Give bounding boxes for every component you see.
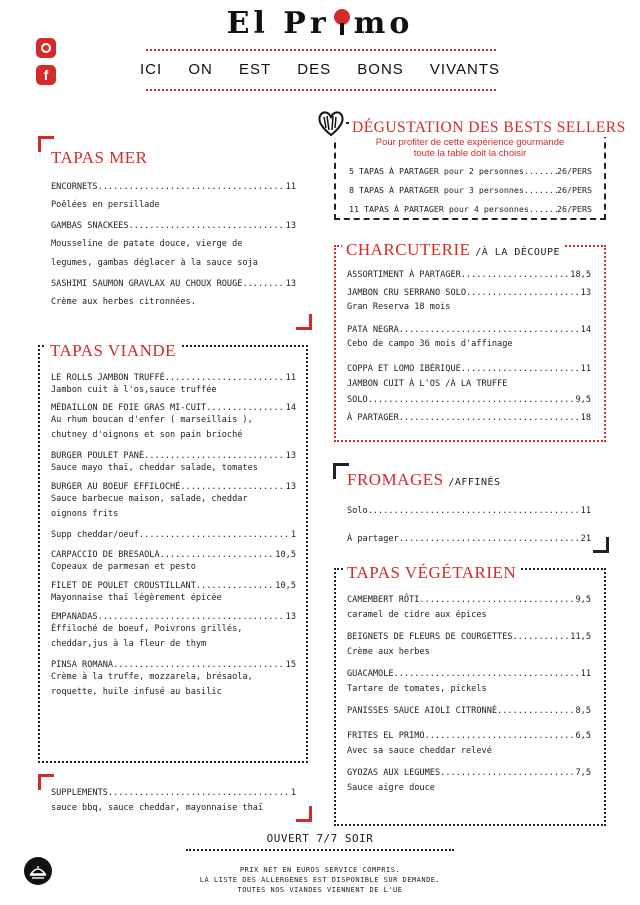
menu-item	[51, 482, 296, 492]
menu-item	[51, 182, 296, 192]
item-price: 26/PERS	[557, 166, 592, 176]
item-description: Mousseline de patate douce, vierge de	[51, 239, 243, 249]
item-price: 11,5	[570, 632, 591, 642]
tapas-vegetarien-list	[347, 595, 591, 798]
menu-item	[347, 534, 591, 544]
item-name: JAMBON CUIT À L'OS /À LA TRUFFE	[347, 379, 508, 389]
item-name: À partager	[347, 534, 399, 544]
corner-decoration	[296, 806, 312, 822]
wine-glass-icon	[331, 7, 353, 37]
item-price: 9,5	[575, 595, 591, 605]
section-title-degustation: DÉGUSTATION DES BESTS SELLERS	[349, 119, 629, 137]
title-text: FROMAGES	[347, 470, 444, 489]
fromages-list	[347, 506, 591, 544]
nav-word: EST	[238, 61, 272, 78]
menu-item	[51, 530, 296, 540]
menu-item	[347, 731, 591, 741]
item-description: sauce bbq, sauce cheddar, mayonnaise thaï	[51, 803, 264, 813]
item-description: Au rhum boucan d'enfer ( marseillais ),	[51, 415, 253, 425]
item-name: 11 TAPAS À PARTAGER pour 4 personnes	[349, 204, 529, 214]
item-description: Cebo de campo 36 mois d'affinage	[347, 339, 513, 349]
item-price: 11	[580, 364, 591, 374]
item-name: SOLO	[347, 395, 368, 405]
menu-item	[347, 288, 591, 298]
menu-item	[51, 403, 296, 413]
item-description: roquette, huile infusé au basilic	[51, 687, 222, 697]
item-price: 9,5	[575, 395, 591, 405]
header-divider-bottom	[146, 89, 496, 91]
item-name: LE ROLLS JAMBON TRUFFÉ	[51, 373, 165, 383]
item-price: 13	[285, 221, 296, 231]
nav-tagline	[140, 61, 500, 78]
menu-item	[347, 364, 591, 374]
item-name: BURGER POULET PANÉ	[51, 451, 145, 461]
item-price: 18	[580, 413, 591, 423]
item-name: JAMBON CRU SERRANO SOLO	[347, 288, 466, 298]
item-price: 13	[285, 612, 296, 622]
item-price: 11	[580, 506, 591, 516]
menu-item	[51, 660, 296, 670]
item-price: 21	[580, 534, 591, 544]
item-description: Sauce aigre douce	[347, 783, 435, 793]
item-name: ASSORTIMENT À PARTAGER	[347, 270, 461, 280]
item-name: Solo	[347, 506, 368, 516]
logo	[0, 6, 640, 41]
item-description: Éffiloché de boeuf, Poivrons grillés,	[51, 624, 243, 634]
menu-item	[51, 612, 296, 622]
item-description: cheddar,jus à la fleur de thym	[51, 639, 207, 649]
degustation-list	[349, 166, 592, 214]
menu-item	[347, 395, 591, 405]
item-name: ENCORNETS	[51, 182, 98, 192]
header-divider-top	[146, 49, 496, 51]
menu-item	[347, 706, 591, 716]
charcuterie-list	[347, 270, 591, 423]
item-price: 15	[285, 660, 296, 670]
section-title-fromages	[347, 470, 501, 490]
item-price: 11	[285, 373, 296, 383]
menu-item	[51, 373, 296, 383]
item-description: chutney d'oignons et son pain brioché	[51, 430, 243, 440]
item-name: À PARTAGER	[347, 413, 399, 423]
footer-note: LA LISTE DES ALLERGÈNES EST DISPONIBLE SUR DEMANDE.	[199, 876, 441, 884]
item-description: Gran Reserva 18 mois	[347, 302, 451, 312]
item-name: GAMBAS SNACKEES	[51, 221, 129, 231]
item-name: FILET DE POULET CROUSTILLANT	[51, 581, 196, 591]
item-name: CARPACCIO DE BRESAOLA	[51, 550, 160, 560]
item-price: 26/PERS	[557, 185, 592, 195]
item-description: legumes, gambas déglacer à la sauce soja	[51, 258, 258, 268]
tapas-viande-list	[51, 373, 296, 700]
menu-item	[347, 669, 591, 679]
menu-item	[51, 550, 296, 560]
item-price: 11	[285, 182, 296, 192]
item-description: caramel de cidre aux épices	[347, 610, 487, 620]
menu-item	[347, 632, 591, 642]
item-price: 1	[290, 530, 296, 540]
item-name: EMPANADAS	[51, 612, 98, 622]
menu-item	[51, 451, 296, 461]
footer-note: TOUTES NOS VIANDES VIENNENT DE L'UE	[237, 886, 403, 894]
title-subtitle: /AFFINÉS	[448, 477, 501, 488]
item-description: Crème à la truffe, mozzarela, brésaola,	[51, 672, 253, 682]
menu-item	[349, 185, 592, 195]
instagram-icon[interactable]	[36, 38, 56, 58]
section-title-tapas-vegetarien: TAPAS VÉGÉTARIEN	[343, 563, 520, 583]
title-text: CHARCUTERIE	[346, 240, 471, 259]
item-description: Sauce mayo thaï, cheddar salade, tomates	[51, 463, 258, 473]
item-name: SUPPLEMENTS	[51, 788, 108, 798]
facebook-icon[interactable]: f	[36, 65, 56, 85]
item-price: 13	[285, 482, 296, 492]
menu-item	[347, 595, 591, 605]
item-name: FRITES EL PRIMO	[347, 731, 425, 741]
menu-item	[347, 506, 591, 516]
logo-text-left: El Pr	[226, 6, 330, 41]
item-name: 5 TAPAS À PARTAGER pour 2 personnes	[349, 166, 524, 176]
item-price: 10,5	[275, 550, 296, 560]
item-description: Crème aux herbes	[347, 647, 430, 657]
item-name: PATA NEGRA	[347, 325, 399, 335]
supplements-block	[51, 788, 296, 816]
item-description: oignons frits	[51, 509, 119, 519]
section-title-tapas-mer: TAPAS MER	[51, 148, 148, 167]
menu-item	[347, 413, 591, 423]
item-name: GYOZAS AUX LEGUMES	[347, 768, 441, 778]
menu-item	[347, 325, 591, 335]
item-description: Mayonnaise thaï légèrement épicée	[51, 593, 222, 603]
item-name: 8 TAPAS À PARTAGER pour 3 personnes	[349, 185, 524, 195]
footer-divider	[186, 849, 454, 851]
item-description: Tartare de tomates, pickels	[347, 684, 487, 694]
logo-text-right: mo	[353, 6, 414, 41]
nav-word: BONS	[357, 61, 404, 78]
opening-hours: OUVERT 7/7 SOIR	[266, 832, 374, 845]
degustation-subtitle	[336, 137, 604, 159]
menu-item	[347, 768, 591, 778]
item-price: 18,5	[570, 270, 591, 280]
menu-item	[349, 166, 592, 176]
item-price: 1	[290, 788, 296, 798]
item-description: Poêlées en persillade	[51, 200, 160, 210]
menu-item	[51, 221, 296, 231]
nav-word: VIVANTS	[429, 61, 500, 78]
item-description: Copeaux de parmesan et pesto	[51, 562, 196, 572]
section-title-charcuterie	[342, 240, 564, 260]
item-description: Jambon cuit à l'os,sauce truffée	[51, 385, 217, 395]
item-name: PINSA ROMANA	[51, 660, 114, 670]
nav-word: ICI	[140, 61, 163, 78]
nav-word: DES	[297, 61, 332, 78]
item-price: 10,5	[275, 581, 296, 591]
item-price: 13	[285, 451, 296, 461]
item-price: 14	[285, 403, 296, 413]
item-name: BEIGNETS DE FLEURS DE COURGETTES	[347, 632, 513, 642]
item-price: 13	[580, 288, 591, 298]
menu-item	[347, 270, 591, 280]
corner-decoration	[296, 314, 312, 330]
heart-icon	[316, 108, 346, 138]
item-price: 8,5	[575, 706, 591, 716]
item-name: COPPA ET LOMO IBÉRIQUE	[347, 364, 461, 374]
item-price: 13	[285, 279, 296, 289]
item-description: Sauce barbecue maison, salade, cheddar	[51, 494, 248, 504]
item-name: GUACAMOLE	[347, 669, 394, 679]
item-price: 14	[580, 325, 591, 335]
item-name: MÉDAILLON DE FOIE GRAS MI-CUIT	[51, 403, 207, 413]
item-description: Avec sa sauce cheddar relevé	[347, 746, 492, 756]
nav-word: ON	[188, 61, 213, 78]
item-name: SASHIMI SAUMON GRAVLAX AU CHOUX ROUGE	[51, 279, 243, 289]
section-title-tapas-viande: TAPAS VIANDE	[46, 341, 180, 361]
item-name: BURGER AU BOEUF EFFILOCHÉ	[51, 482, 181, 492]
corner-decoration	[593, 537, 609, 553]
menu-item	[51, 279, 296, 289]
title-subtitle: /À LA DÉCOUPE	[475, 247, 561, 258]
subtitle-line: Pour profiter de cette expérience gourmande	[375, 137, 565, 148]
item-name: Supp cheddar/oeuf	[51, 530, 139, 540]
item-name: CAMEMBERT RÔTI	[347, 595, 420, 605]
subtitle-line: toute la table doit la choisir	[413, 148, 527, 159]
menu-item	[349, 204, 592, 214]
item-description: Crème aux herbes citronnées.	[51, 297, 196, 307]
tapas-mer-list	[51, 182, 296, 312]
menu-item	[51, 581, 296, 591]
item-name: PANISSES SAUCE AIOLI CITRONNÉ	[347, 706, 498, 716]
menu-item	[51, 788, 296, 798]
item-price: 6,5	[575, 731, 591, 741]
item-price: 26/PERS	[557, 204, 592, 214]
item-price: 7,5	[575, 768, 591, 778]
restaurant-badge-icon	[24, 857, 52, 885]
footer-note: PRIX NET EN EUROS SERVICE COMPRIS.	[239, 866, 401, 874]
item-price: 11	[580, 669, 591, 679]
